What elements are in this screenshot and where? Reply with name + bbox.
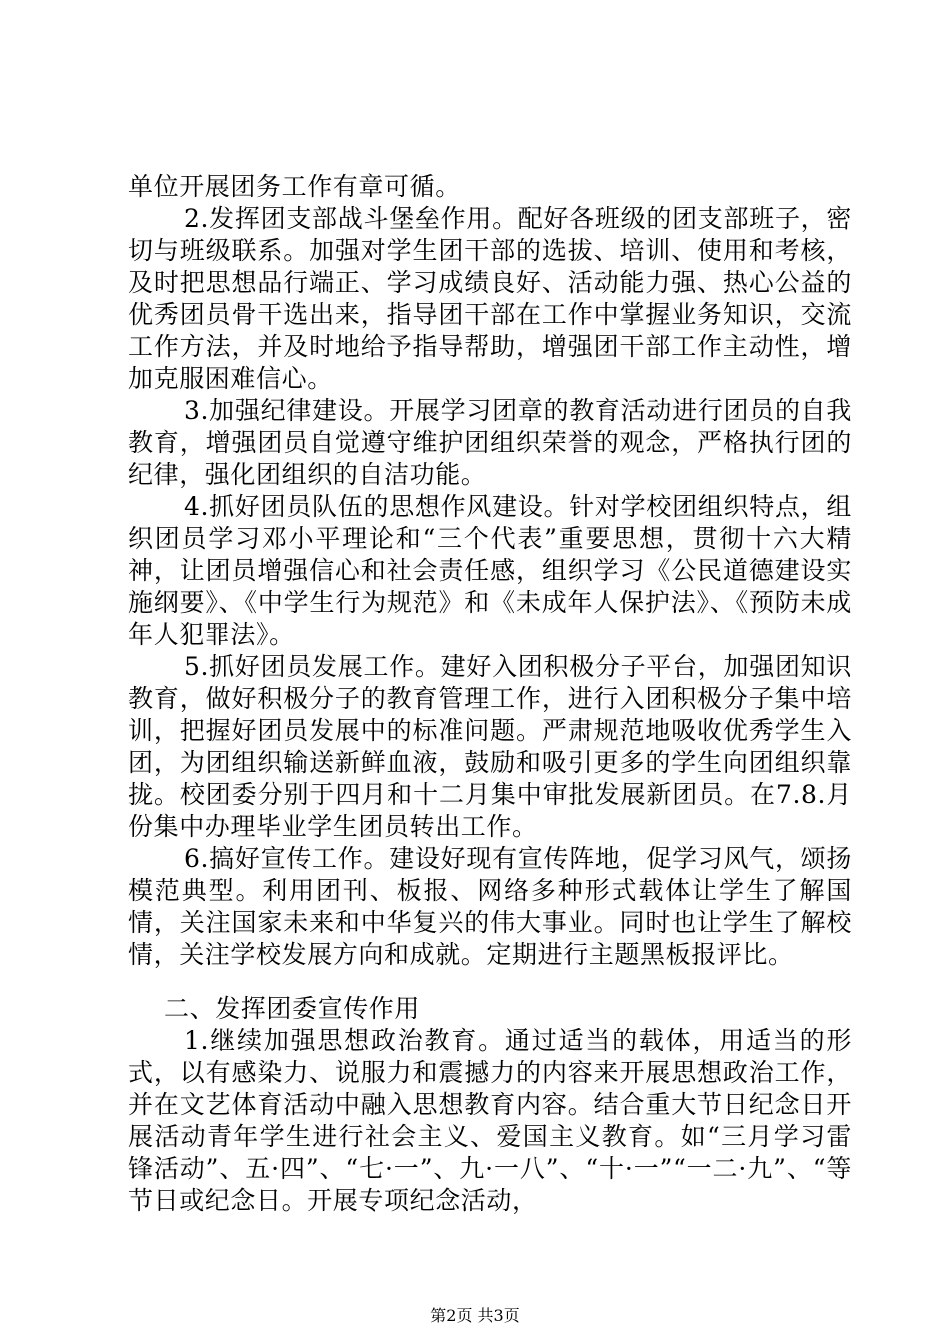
section-heading: 二、发挥团委宣传作用 <box>164 994 421 1023</box>
paragraph-item-3: 3.加强纪律建设。开展学习团章的教育活动进行团员的自我教育，增强团员自觉遵守维护团组织荣誉的观念，严格执行团的纪律，强化团组织的自洁功能。 <box>128 396 852 489</box>
document-body <box>128 171 852 1217</box>
paragraph-item-2: 2.发挥团支部战斗堡垒作用。配好各班级的团支部班子，密切与班级联系。加强对学生团干部的选拔、培训、使用和考核，及时把思想品行端正、学习成绩良好、活动能力强、热心公益的优秀团员骨干选出来，指导团干部在工作中掌握业务知识，交流工作方法，并及时地给予指导帮助，增强团干部工作主动性，增加克服困难信心。 <box>128 204 852 393</box>
paragraph-continuation: 单位开展团务工作有章可循。 <box>128 172 461 201</box>
page-number-footer: 第2页 共3页 <box>430 1306 520 1325</box>
paragraph-item-4: 4.抓好团员队伍的思想作风建设。针对学校团组织特点，组织团员学习邓小平理论和“三个代表”重要思想，贯彻十六大精神，让团员增强信心和社会责任感，组织学习《公民道德建设实施纲要》、《中学生行为规范》和《未成年人保护法》、《预防未成年人犯罪法》。 <box>128 492 852 649</box>
section-paragraph-1: 1.继续加强思想政治教育。通过适当的载体，用适当的形式，以有感染力、说服力和震撼力的内容来开展思想政治工作，并在文艺体育活动中融入思想教育内容。结合重大节日纪念日开展活动青年学生进行社会主义、爱国主义教育。如“三月学习雷锋活动”、五·四”、“七·一”、九·一八”、“十·一”“一二·九”、“等节日或纪念日。开展专项纪念活动， <box>128 1026 852 1215</box>
paragraph-item-6: 6.搞好宣传工作。建设好现有宣传阵地，促学习风气，颂扬模范典型。利用团刊、板报、网络多种形式载体让学生了解国情，关注国家未来和中华复兴的伟大事业。同时也让学生了解校情，关注学校发展方向和成就。定期进行主题黑板报评比。 <box>128 844 852 969</box>
paragraph-item-5: 5.抓好团员发展工作。建好入团积极分子平台，加强团知识教育，做好积极分子的教育管理工作，进行入团积极分子集中培训，把握好团员发展中的标准问题。严肃规范地吸收优秀学生入团，为团组织输送新鲜血液，鼓励和吸引更多的学生向团组织靠拢。校团委分别于四月和十二月集中审批发展新团员。在7.8.月份集中办理毕业学生团员转出工作。 <box>128 652 852 841</box>
